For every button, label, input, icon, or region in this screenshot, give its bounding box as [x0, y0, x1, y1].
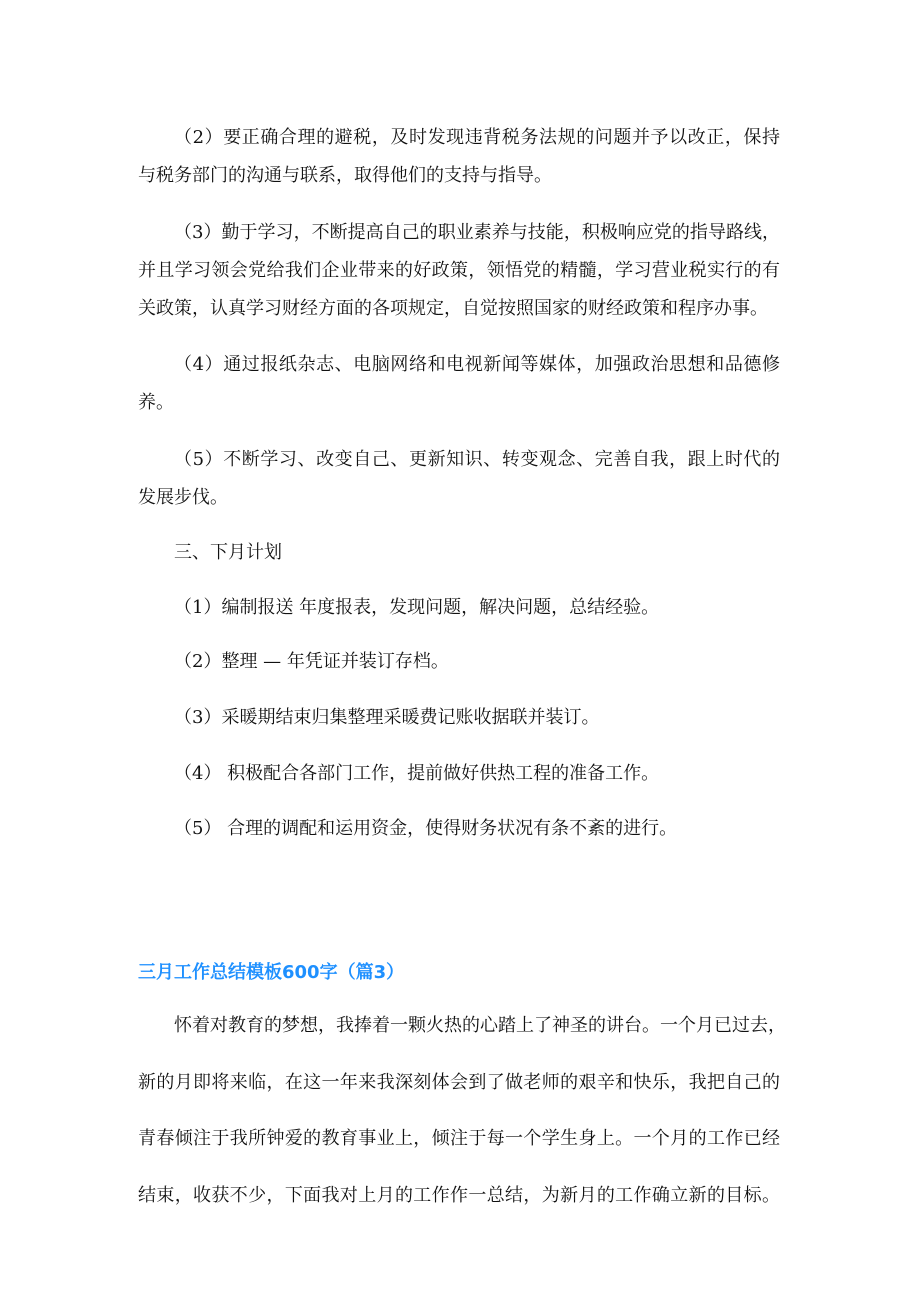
paragraph-line: 三、下月计划 [174, 542, 282, 563]
paragraph-line: （5）不断学习、改变自己、更新知识、转变观念、完善自我，跟上时代的 [174, 449, 780, 470]
paragraph-line: 结束，收获不少，下面我对上月的工作作一总结，为新月的工作确立新的目标。 [138, 1185, 780, 1206]
paragraph-line: 发展步伐。 [138, 487, 228, 508]
paragraph-line: 养。 [138, 392, 174, 413]
paragraph-line: 关政策，认真学习财经方面的各项规定，自觉按照国家的财经政策和程序办事。 [138, 298, 768, 319]
paragraph-line: （2）整理 — 年凭证并装订存档。 [174, 651, 449, 672]
paragraph-line: （3）采暖期结束归集整理采暖费记账收据联并装订。 [174, 707, 600, 728]
paragraph-line: （4）通过报纸杂志、电脑网络和电视新闻等媒体，加强政治思想和品德修 [174, 354, 780, 375]
paragraph-line: （3）勤于学习，不断提高自己的职业素养与技能，积极响应党的指导路线， [174, 222, 780, 243]
paragraph-line: 并且学习领会党给我们企业带来的好政策，领悟党的精髓，学习营业税实行的有 [138, 260, 780, 281]
paragraph-line: 新的月即将来临，在这一年来我深刻体会到了做老师的艰辛和快乐，我把自己的 [138, 1072, 780, 1093]
section-title: 三月工作总结模板600字（篇3） [138, 962, 405, 983]
paragraph-line: （5） 合理的调配和运用资金，使得财务状况有条不紊的进行。 [174, 818, 678, 839]
paragraph-line: 怀着对教育的梦想，我捧着一颗火热的心踏上了神圣的讲台。一个月已过去， [174, 1015, 786, 1036]
paragraph-line: （2）要正确合理的避税，及时发现违背税务法规的问题并予以改正，保持 [174, 127, 780, 148]
paragraph-line: 青春倾注于我所钟爱的教育事业上，倾注于每一个学生身上。一个月的工作已经 [138, 1128, 780, 1149]
paragraph-line: 与税务部门的沟通与联系，取得他们的支持与指导。 [138, 165, 552, 186]
paragraph-line: （1）编制报送 年度报表，发现问题，解决问题，总结经验。 [174, 597, 660, 618]
paragraph-line: （4） 积极配合各部门工作，提前做好供热工程的准备工作。 [174, 763, 660, 784]
